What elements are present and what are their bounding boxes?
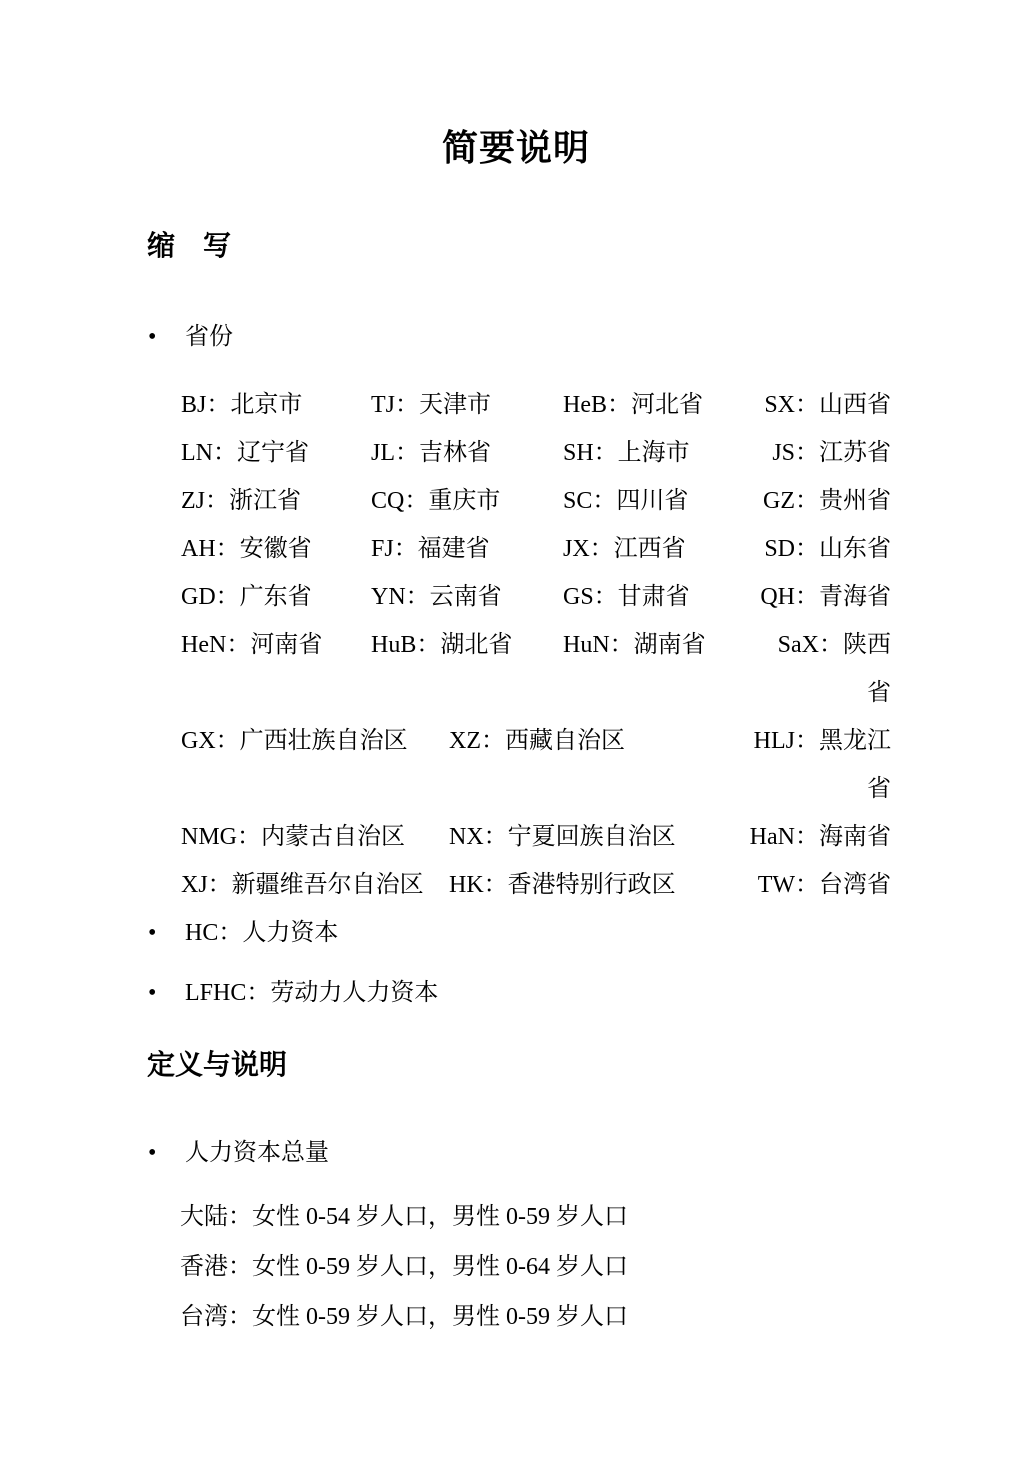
bullet-label-total-human-capital: 人力资本总量 — [185, 1140, 329, 1166]
province-abbreviation-table — [181, 381, 891, 909]
abbr-item: NX：宁夏回族自治区 — [449, 824, 676, 850]
abbr-item: NMG：内蒙古自治区 — [181, 824, 406, 850]
bullet-item-hc — [148, 909, 1032, 957]
bullet-label-hc: HC：人力资本 — [185, 920, 339, 946]
abbr-item: JL：吉林省 — [371, 440, 491, 466]
abbr-row — [181, 525, 891, 573]
abbr-item: QH：青海省 — [760, 584, 891, 610]
abbr-item: SD：山东省 — [764, 536, 891, 562]
abbr-item: XZ：西藏自治区 — [449, 728, 625, 754]
abbr-item: HuB：湖北省 — [371, 632, 513, 658]
abbr-item: XJ：新疆维吾尔自治区 — [181, 872, 424, 898]
abbr-item: ZJ：浙江省 — [181, 488, 301, 514]
abbr-item: GZ：贵州省 — [763, 488, 891, 514]
abbr-item: TJ：天津市 — [371, 392, 491, 418]
abbr-item: HK：香港特别行政区 — [449, 872, 676, 898]
abbr-item: LN：辽宁省 — [181, 440, 309, 466]
abbr-item: HeB：河北省 — [563, 392, 703, 418]
abbr-item: GS：甘肃省 — [563, 584, 690, 610]
definition-line-hongkong: 香港：女性 0-59 岁人口，男性 0-64 岁人口 — [180, 1254, 628, 1280]
bullet-label-lfhc: LFHC：劳动力人力资本 — [185, 980, 439, 1006]
abbr-row — [181, 717, 891, 813]
abbr-row — [181, 573, 891, 621]
abbr-item: SH：上海市 — [563, 440, 690, 466]
abbr-item: AH：安徽省 — [181, 536, 312, 562]
abbr-item: HuN：湖南省 — [563, 632, 706, 658]
abbr-row — [181, 429, 891, 477]
abbr-row — [181, 477, 891, 525]
definition-line-mainland: 大陆：女性 0-54 岁人口，男性 0-59 岁人口 — [180, 1204, 628, 1230]
abbr-item: FJ：福建省 — [371, 536, 490, 562]
section-heading-abbreviations: 缩 写 — [147, 231, 232, 262]
abbr-row — [181, 813, 891, 861]
abbr-item: SX：山西省 — [764, 392, 891, 418]
bullet-icon: • — [148, 920, 157, 946]
bullet-icon: • — [148, 324, 157, 350]
definition-lines — [180, 1192, 1032, 1342]
abbr-row — [181, 381, 891, 429]
bullet-item-total-human-capital — [148, 1129, 1032, 1177]
page-title: 简要说明 — [441, 127, 590, 168]
abbr-item: JS：江苏省 — [772, 440, 891, 466]
abbr-item: SaX：陕西省 — [777, 632, 891, 706]
bullet-item-provinces — [148, 313, 1032, 361]
bullet-icon: • — [148, 1140, 157, 1166]
bullet-item-lfhc — [148, 969, 1032, 1017]
abbr-row — [181, 861, 891, 909]
abbr-item: HeN：河南省 — [181, 632, 323, 658]
abbr-item: HLJ：黑龙江省 — [753, 728, 891, 802]
abbr-item: YN：云南省 — [371, 584, 502, 610]
abbr-row — [181, 621, 891, 717]
abbr-item: CQ：重庆市 — [371, 488, 501, 514]
abbr-item: TW：台湾省 — [757, 872, 891, 898]
definition-line-taiwan: 台湾：女性 0-59 岁人口，男性 0-59 岁人口 — [180, 1304, 628, 1330]
abbr-item: GX：广西壮族自治区 — [181, 728, 408, 754]
abbr-item: GD：广东省 — [181, 584, 312, 610]
abbr-item: SC：四川省 — [563, 488, 689, 514]
abbr-item: BJ：北京市 — [181, 392, 303, 418]
section-heading-definitions: 定义与说明 — [147, 1050, 288, 1081]
abbr-item: JX：江西省 — [563, 536, 686, 562]
bullet-label-provinces: 省份 — [185, 324, 233, 350]
abbr-item: HaN：海南省 — [749, 824, 891, 850]
bullet-icon: • — [148, 980, 157, 1006]
